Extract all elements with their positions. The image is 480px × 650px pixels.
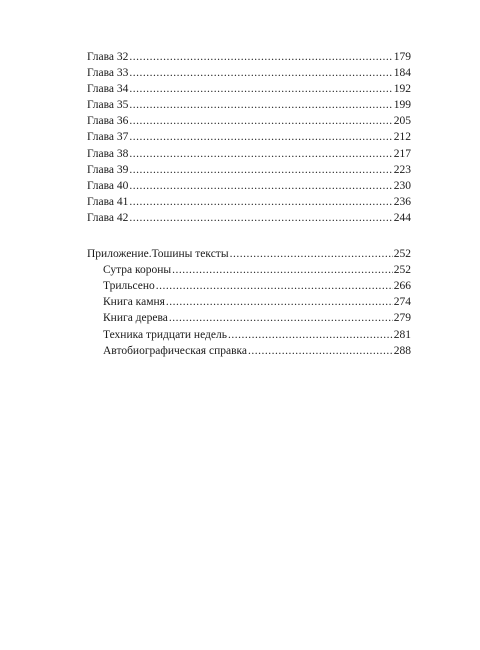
toc-entry-title: Глава 36 [87,115,129,128]
toc-dot-leader [129,194,392,210]
toc-dot-leader [172,262,393,278]
toc-dot-leader [166,294,393,310]
toc-entry-page: 223 [393,163,411,176]
toc-entry-title: Книга камня [103,296,165,309]
toc-entry-chapter-42 [87,210,411,226]
toc-entry-page: 212 [393,131,411,144]
toc-subentry-sutra [87,262,411,278]
toc-entry-title: Глава 32 [87,51,129,63]
toc-entry-title: Глава 35 [87,99,129,112]
toc-entry-chapter-32 [87,49,411,65]
toc-entry-page: 279 [393,312,411,325]
toc-dot-leader [129,210,392,226]
toc-dot-leader [129,113,392,129]
toc-entry-page: 252 [393,264,411,277]
toc-entry-title: Приложение.Тошины тексты [87,248,229,261]
toc-entry-title: Глава 38 [87,147,129,160]
toc-entry-page: 179 [393,51,411,63]
toc-entry-title: Трильсено [103,280,155,293]
toc-entry-page: 281 [393,328,411,341]
toc-entry-chapter-33 [87,65,411,81]
toc-entry-title: Глава 39 [87,163,129,176]
toc-entry-title: Автобиографическая справка [103,344,248,357]
toc-dot-leader [230,246,393,262]
toc-entry-appendix [87,246,411,262]
toc-dot-leader [228,327,393,343]
toc-entry-page: 288 [393,344,411,357]
toc-entry-title: Техника тридцати недель [103,328,227,341]
toc-entry-page: 244 [393,211,411,224]
toc-entry-title: Глава 33 [87,67,129,80]
toc-entry-chapter-40 [87,178,411,194]
toc-entry-title: Сутра короны [103,264,172,277]
table-of-contents [87,49,411,359]
toc-subentry-tree-book [87,310,411,326]
toc-dot-leader [129,129,392,145]
toc-dot-leader [129,65,392,81]
toc-entry-page: 192 [393,83,411,96]
toc-dot-leader [129,81,392,97]
toc-dot-leader [169,310,393,326]
toc-entry-page: 252 [393,248,411,261]
toc-dot-leader [156,278,393,294]
toc-entry-page: 205 [393,115,411,128]
toc-entry-chapter-37 [87,129,411,145]
toc-entry-title: Книга дерева [103,312,168,325]
toc-subentry-thirty-weeks [87,327,411,343]
toc-entry-chapter-34 [87,81,411,97]
toc-dot-leader [129,97,392,113]
toc-entry-chapter-35 [87,97,411,113]
toc-subentry-autobiography [87,343,411,359]
toc-entry-chapter-39 [87,162,411,178]
toc-entry-title: Глава 34 [87,83,129,96]
toc-entry-page: 230 [393,179,411,192]
toc-entry-page: 236 [393,195,411,208]
toc-entry-chapter-41 [87,194,411,210]
toc-dot-leader [129,146,392,162]
toc-dot-leader [129,162,392,178]
toc-dot-leader [129,49,392,65]
toc-entry-page: 274 [393,296,411,309]
toc-entry-title: Глава 40 [87,179,129,192]
toc-subentry-stone-book [87,294,411,310]
toc-entry-title: Глава 37 [87,131,129,144]
toc-entry-chapter-36 [87,113,411,129]
toc-entry-page: 217 [393,147,411,160]
toc-entry-title: Глава 42 [87,211,129,224]
toc-entry-page: 266 [393,280,411,293]
toc-entry-chapter-38 [87,146,411,162]
toc-dot-leader [129,178,392,194]
toc-dot-leader [248,343,393,359]
toc-entry-title: Глава 41 [87,195,129,208]
toc-subentry-trilseno [87,278,411,294]
section-gap [87,226,411,246]
toc-entry-page: 199 [393,99,411,112]
toc-entry-page: 184 [393,67,411,80]
